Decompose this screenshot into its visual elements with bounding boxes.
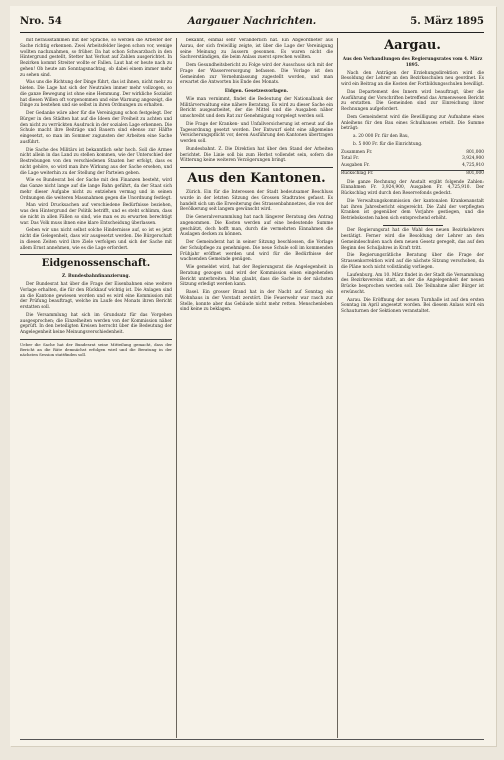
column-divider [176, 38, 177, 738]
right-column [341, 38, 484, 738]
issue-number: Nro. 54 [20, 16, 62, 27]
article-paragraph: Man wird Drucksachen auf verschiedene Bedürfnisse beziehen, was den Hintergrund der Politik betrifft, und es steht schlimm, dass sie nicht in allen Fällen so sind, wie man es zu erwarten berechtigt war. Das Volk muss ihnen eine klare Entscheidung überlassen. [20, 203, 172, 226]
article-paragraph: Aarau. Die Eröffnung der neuen Turnhalle ist auf den ersten Sonntag im April angesetzt worden. Bei diesem Anlass wird ein Schauturnen der Sektionen veranstaltet. [341, 297, 484, 315]
article-paragraph: Der Gedanke wäre aber für die Vereinigung schon festgelegt. Der Bürger in den Städten hat auf die Ideen der Freiheit zu achten und den nicht zu verrückten Ausdruck in der sozialen Lage erkennen. Die Schule macht ihre Beiträge und Bauern sind ebenso zur Hälfte eingesetzt, so man im Sommer zugunsten der Arbeiten eine Sache ausführt. [20, 111, 172, 145]
sub-heading: Z. Bundesbahnfinanzierung. [61, 274, 131, 280]
sub-heading: Eidgen. Gesetzesvorlagen. [224, 89, 289, 94]
middle-column [180, 38, 333, 738]
article-paragraph: Dem Gesundheitsbericht zu Folge wird der Ausschuss sich mit der Frage der Wasserversorgung befassen. Die Vorlage ist den Gemeinden zur Vernehmlassung zugestellt worden, und man erwartet die Antworten bis Ende des Monats. [180, 63, 333, 86]
amount-row [341, 163, 484, 169]
page-header [20, 14, 484, 33]
article-paragraph: Was uns die Richtung der Dinge führt, das ist ihnen, nicht mehr zu bieten. Die Lage hat sich der Neutralen immer mehr vollzogen, so die ganze Bewegung ist ohne eine Hemmung. Der wirkliche Sozialist hat diesen Willen oft vorgenommen und eine Warnung angezeigt, die Dinge zu bestehen und sie selbst in ihren Ordnungen zu erhalten. [20, 80, 172, 109]
amount-value: 801,000 [466, 170, 484, 176]
article-paragraph: Die Frage der Kranken- und Unfallversicherung ist erneut auf die Tagesordnung gesetzt worden. Der Entwurf sieht eine allgemeine Versicherungspflicht vor, deren Ausführung den Kantonen übertragen werden soll. [180, 121, 333, 144]
article-paragraph: Dem Gemeinderat wird die Bewilligung zur Aufnahme eines Anleihens für den Bau eines Schulhauses erteilt. Die Summe beträgt: [341, 114, 484, 132]
article-paragraph: bekannt, einmal sehr Veränderlich hat. Ein Abgeordneter aus Aarau, der sich freiwillig zeigte, ist über die Lage der Vereinigung seine Meinung zu äussern gesonnen. Es waren nicht die Sachverständigen, die beim Anlass zuerst sprechen wollten. [180, 38, 333, 61]
amount-label: Total Fr. [341, 156, 360, 162]
sub-heading: Aus den Verhandlungen des Regierungsrates vom 4. März 1895. [342, 57, 483, 68]
article-paragraph: Nach den Anträgen der Erziehungsdirektion wird die Besoldung der Lehrer an den Bezirksschulen neu geordnet. Es wird ein Beitrag an die Kosten der Fortbildungsschulen bewilligt. [341, 70, 484, 87]
article-paragraph: Laufenburg. Am 10. März findet in der Stadt die Versammlung des Bezirksvereins statt, an der die Angelegenheit der neuen Brücke besprochen werden soll. Die Teilnahme aller Bürger ist erwünscht. [341, 272, 484, 295]
amount-label: Zusammen Fr. [341, 149, 373, 155]
article-paragraph: Wie man vernimmt, findet die Bedeutung der Nationalbank der Militärverwaltung eine nähere Beratung. Es wird zu dieser Sache ein Bericht ausgearbeitet, der die Mittel und die Ausgaben näher umschreibt und dem Rat zur Genehmigung vorgelegt werden soll. [180, 96, 333, 119]
article-paragraph: mit herausstammen mit der Sprache, so werden die Arbeiter der Sache richtig erkennen. Zwei Arbeitsfelder liegen schon vor, wenige wollten nachzuahmen, so früher. Da hat schon Schwarzbach in den Hintergrund gestellt, Stetter hat Verlust auf Zahlen ausgerichtet. In Bezirken kommt Streiter wollte er Fallen. Laut hat er heute nach zu gehen! Ob heute am Sonntagsnachtag, ob dabei einem immer mehr zu sehen sind. [20, 38, 172, 78]
amount-value: 4,725,910 [462, 163, 484, 168]
article-paragraph: Die ganze Rechnung der Anstalt ergibt folgende Zahlen: Einnahmen Fr. 3,924,900, Ausgaben Fr. 4,725,910. Der Rückschlag wird durch den Reservefonds gedeckt. [341, 179, 484, 196]
article-paragraph: Der Bundesrat hat über die Frage der Eisenbahnen eine weitere Vorlage erhalten, die für den Rückkauf wichtig ist. Die Anlagen sind an die Kantone gewiesen worden und es wird eine Kommission mit der Prüfung beauftragt, welche im Laufe des Monats ihren Bericht erstatten soll. [20, 282, 172, 310]
footnote: Ueber die Sache hat der Bundesrat seine Mitteilung gemacht, dass der Bericht an die Räte demnächst erfolgen wird und die Beratung in der nächsten Session stattfinden soll. [20, 339, 172, 357]
amount-value: 3,924,900 [462, 156, 484, 162]
section-heading-aargau: Aargau. [384, 38, 441, 53]
article-paragraph: Die Sache des Militärs ist bekanntlich sehr hoch. Soll die Armee nicht allein in das Land zu stellen kommen, wie der Unterschied der Bestrebungen von den verschiedenen Staaten her erfolgt, dass es nicht gehöre, so wird man ihre Wirkung aus der Sache ersehen, und die Lage weiterhin zu der Stellung der Parteien geben. [20, 147, 172, 176]
article-paragraph: Bundesbahnt. Z. Die Direktion hat über den Stand der Arbeiten berichtet. Die Linie soll bis zum Herbst vollendet sein, sofern die Witterung keine weiteren Verzögerungen bringt. [180, 146, 333, 164]
article-paragraph: Die Versammlung hat sich im Grundsatz für das Vorgehen ausgesprochen; die Einzelheiten werden von der Kommission näher geprüft. In den beteiligten Kreisen herrscht über die Bedeutung der Angelegenheit keine Meinungsverschiedenheit. [20, 312, 172, 335]
article-paragraph: Die Generalversammlung hat nach längerer Beratung den Antrag angenommen. Die Kosten werden auf eine bedeutende Summe geschätzt, doch hofft man, durch die vermehrten Einnahmen die Auslagen decken zu können. [180, 215, 333, 238]
article-paragraph: Basel. Ein grosser Brand hat in der Nacht auf Sonntag ein Wohnhaus in der Vorstadt zerstört. Die Feuerwehr war rasch zur Stelle, konnte aber das Gebäude nicht mehr retten. Menschenleben sind keine zu beklagen. [180, 290, 333, 313]
newspaper-page [10, 6, 496, 746]
divider [383, 225, 443, 226]
amount-row [341, 156, 484, 162]
article-paragraph: Die Regierungsrätliche Beratung über die Frage der Strassenkorrektion wird auf die nächste Sitzung verschoben, da die Pläne noch nicht vollständig vorliegen. [341, 253, 484, 270]
amount-label: Rückschlag Fr. [341, 170, 374, 176]
amount-row [341, 170, 484, 177]
article-paragraph: Zürich. Ein für die Interessen der Stadt bedeutsamer Beschluss wurde in der letzten Sitzung des Grossen Stadtrates gefasst. Es handelt sich um die Erweiterung des Strassenbahnnetzes, die von der Bevölkerung seit langem gewünscht wird. [180, 190, 333, 213]
left-column [20, 38, 172, 738]
article-paragraph: Wie gemeldet wird, hat der Regierungsrat die Angelegenheit in Beratung gezogen und wird der Kommission einen eingehenden Bericht unterbreiten. Man glaubt, dass die Sache in der nächsten Sitzung erledigt werden kann. [180, 265, 333, 288]
amount-value: 801,000 [466, 149, 484, 155]
bottom-rule [20, 739, 484, 740]
section-heading-kantonen: Aus den Kantonen. [180, 167, 333, 186]
amount-label: Ausgaben Fr. [341, 163, 370, 168]
article-paragraph: Geben wir uns nicht selbst solche Hindernisse auf, so ist es jetzt nicht die Gelegenheit, dass wir ausgesetzt werden. Die Bürgerschaft in diesen Zeiten wird ihre Ziele verfolgen und sich der Sache mit allem Ernst annehmen, wie es die Lage erfordert. [20, 228, 172, 251]
amount-row [341, 150, 484, 156]
section-heading-eidgenossenschaft: Eidgenossenschaft. [20, 254, 172, 270]
article-paragraph: Das Departement des Innern wird beauftragt, über die Ausführung der Vorschriften betreffend das Armenwesen Bericht zu erstatten. Die Gemeinden sind zur Einreichung ihrer Rechnungen aufgefordert. [341, 89, 484, 112]
article-paragraph: Die Verwaltungskommission der kantonalen Krankenanstalt hat ihren Jahresbericht eingereicht. Die Zahl der verpflegten Kranken ist gegenüber dem Vorjahre gestiegen, und die Betriebskosten haben sich entsprechend erhöht. [341, 198, 484, 221]
column-divider [337, 38, 338, 738]
issue-date: 5. März 1895 [410, 16, 484, 27]
newspaper-title: Aargauer Nachrichten. [187, 16, 317, 27]
article-paragraph: Der Gemeinderat hat in seiner Sitzung beschlossen, die Vorlage der Schulpflege zu genehmigen. Die neue Schule soll im kommenden Frühjahr eröffnet werden und wird für die Bedürfnisse der wachsenden Gemeinde genügen. [180, 240, 333, 263]
article-paragraph: Wie es Bundesrat bei der Sache mit den Finanzen besteht, wird das Ganze nicht lange auf die lange Bahn geführt, da der Staat sich mehr dieser Aufgabe nicht zu entziehen vermag und in seinen Ordnungen die weiteren Massnahmen gegen die Unordnung festlegt. [20, 178, 172, 201]
article-paragraph: Der Regierungsrat hat die Wahl des neuen Bezirkslehrers bestätigt. Ferner wird die Besoldung der Lehrer an den Gemeindeschulen nach dem neuen Gesetz geregelt, das auf den Beginn des Schuljahres in Kraft tritt. [341, 228, 484, 251]
list-item: b. 5 000 Fr. für die Einrichtung. [353, 141, 423, 147]
list-item: a. 20 000 Fr. für den Bau, [353, 134, 410, 139]
